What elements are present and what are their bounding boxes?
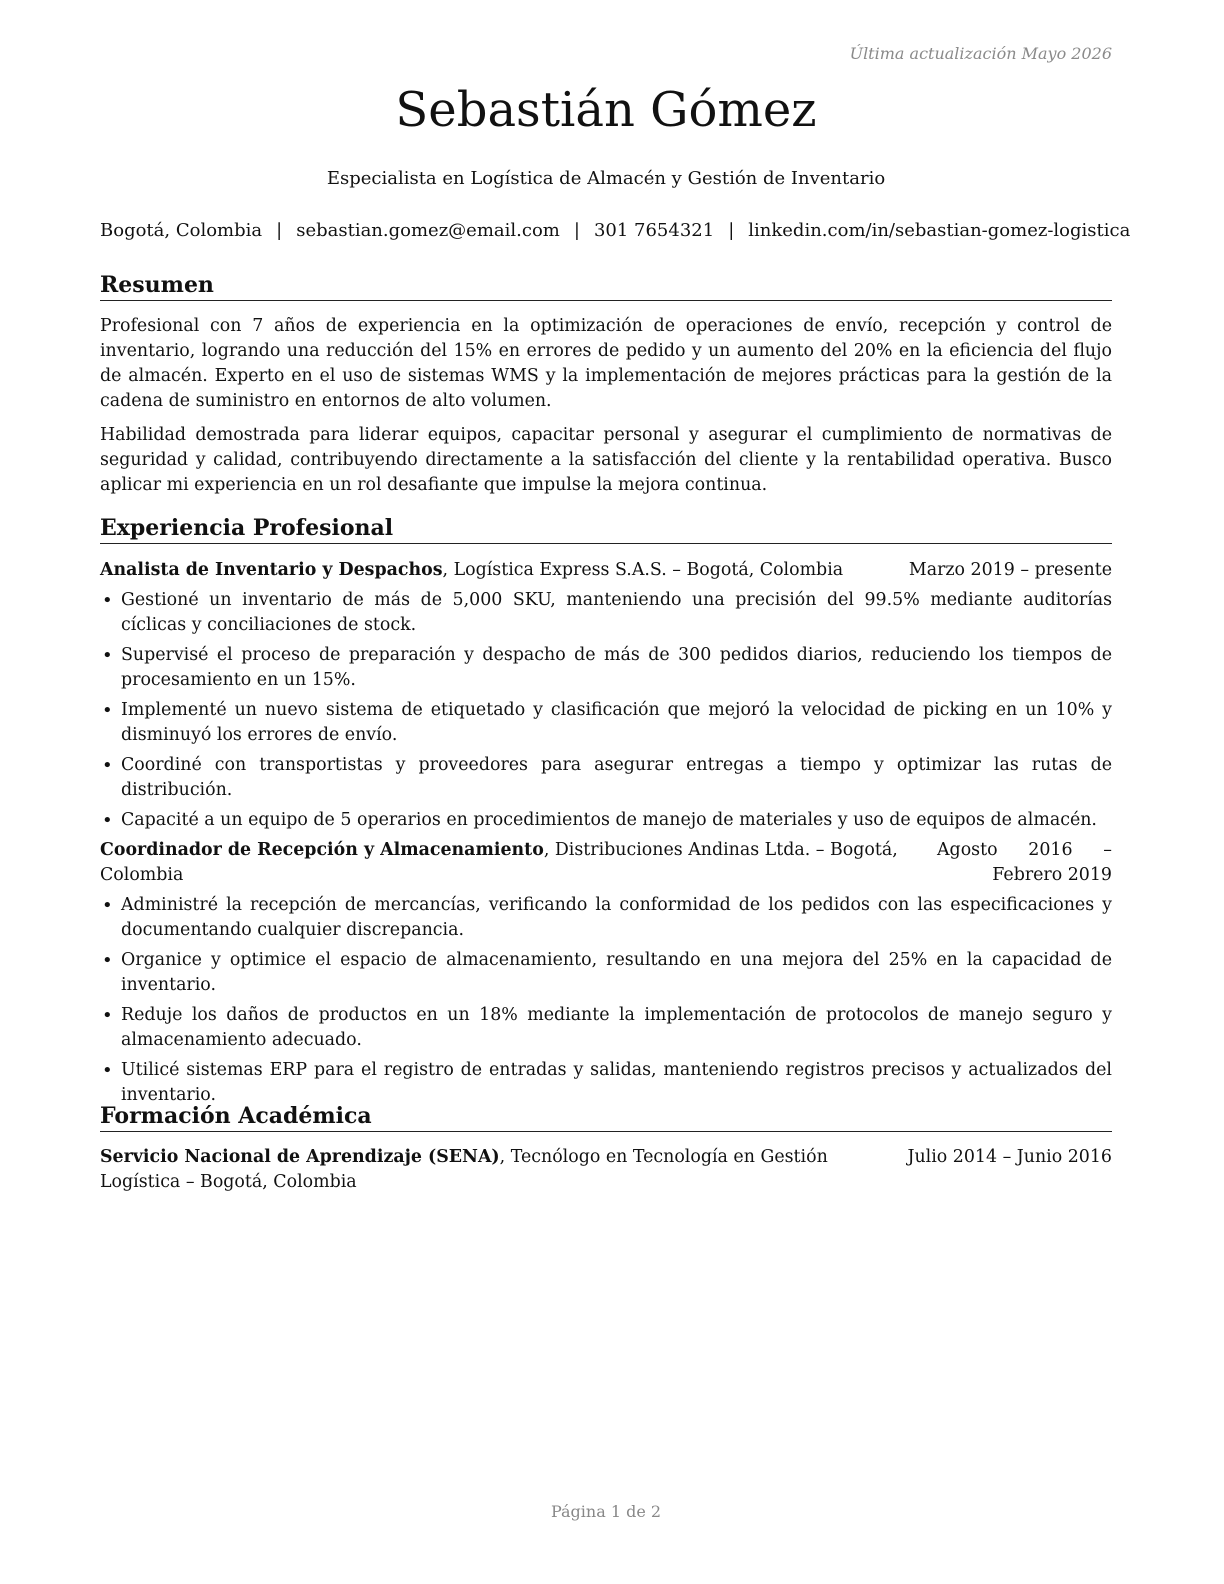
headline: Especialista en Logística de Almacén y Gestión de Inventario — [326, 168, 886, 189]
contact-location: Bogotá, Colombia — [100, 220, 263, 241]
bullet-item: • Supervisé el proceso de preparación y despacho de más de 300 pedidos diarios, reduciendo los tiempos de procesamiento en un 15%. — [100, 643, 1112, 693]
education-heading-left — [100, 1145, 900, 1195]
job-company: , Distribuciones Andinas Ltda. – Bogotá, Colombia — [100, 840, 898, 885]
job-bullets — [100, 893, 1112, 1113]
job-dates: Agosto 2016 – Febrero 2019 — [937, 840, 1112, 885]
education-dates: Julio 2014 – Junio 2016 — [907, 1147, 1112, 1167]
job-dates: Marzo 2019 – presente — [908, 560, 1112, 580]
job-bullets — [100, 588, 1112, 838]
job-heading-left — [100, 838, 940, 888]
education-institution: Servicio Nacional de Aprendizaje (SENA) — [100, 1147, 500, 1167]
candidate-name: Sebastián Gómez — [395, 82, 817, 138]
summary-paragraph: Profesional con 7 años de experiencia en la optimización de operaciones de envío, recepción y control de inventario, logrando una reducción del 15% en errores de pedido y un aumento del 20% en la eficiencia del flujo de almacén. Experto en el uso de sistemas WMS y la implementación de mejores prácticas para la gestión de la cadena de suministro en entornos de alto volumen. — [100, 316, 1112, 411]
bullet-item: • Reduje los daños de productos en un 18% mediante la implementación de protocolos de manejo seguro y almacenamiento adecuado. — [100, 1003, 1112, 1053]
contact-separator: | — [728, 220, 735, 241]
contact-separator: | — [276, 220, 283, 241]
bullet-item: • Gestioné un inventario de más de 5,000 SKU, manteniendo una precisión del 99.5% mediante auditorías cíclicas y conciliaciones de stock. — [100, 588, 1112, 638]
bullet-item: • Coordiné con transportistas y proveedores para asegurar entregas a tiempo y optimizar las rutas de distribución. — [100, 753, 1112, 803]
bullet-item: • Capacité a un equipo de 5 operarios en procedimientos de manejo de materiales y uso de equipos de almacén. — [100, 808, 1112, 833]
contact-email[interactable]: sebastian.gomez@email.com — [296, 220, 560, 241]
contact-phone: 301 7654321 — [593, 220, 715, 241]
bullet-item: • Implementé un nuevo sistema de etiquetado y clasificación que mejoró la velocidad de picking en un 10% y disminuyó los errores de envío. — [100, 698, 1112, 748]
page-number: Página 1 de 2 — [550, 1502, 662, 1521]
bullet-item: • Organice y optimice el espacio de almacenamiento, resultando en una mejora del 25% en la capacidad de inventario. — [100, 948, 1112, 998]
job-role: Coordinador de Recepción y Almacenamiento — [100, 840, 544, 860]
contact-linkedin[interactable]: linkedin.com/in/sebastian-gomez-logistica — [748, 220, 1131, 241]
education-degree: , Tecnólogo en Tecnología en Gestión Logística – Bogotá, Colombia — [100, 1147, 828, 1192]
section-title-summary: Resumen — [100, 272, 1112, 301]
summary-paragraph: Habilidad demostrada para liderar equipos, capacitar personal y asegurar el cumplimiento de normativas de seguridad y calidad, contribuyendo directamente a la satisfacción del cliente y la rentabilidad operativa. Busco aplicar mi experiencia en un rol desafiante que impulse la mejora continua. — [100, 425, 1112, 495]
last-updated: Última actualización Mayo 2026 — [849, 44, 1112, 63]
job-role: Analista de Inventario y Despachos — [100, 560, 443, 580]
contact-separator: | — [573, 220, 580, 241]
job-company: , Logística Express S.A.S. – Bogotá, Colombia — [442, 560, 844, 580]
bullet-item: • Utilicé sistemas ERP para el registro de entradas y salidas, manteniendo registros precisos y actualizados del inventario. — [100, 1058, 1112, 1108]
job-header — [100, 558, 1112, 583]
resume-page — [100, 0, 1131, 1584]
bullet-item: • Administré la recepción de mercancías, verificando la conformidad de los pedidos con las especificaciones y documentando cualquier discrepancia. — [100, 893, 1112, 943]
section-title-experience: Experiencia Profesional — [100, 515, 1112, 544]
section-title-education: Formación Académica — [100, 1103, 1112, 1132]
contact-line — [100, 220, 1131, 241]
